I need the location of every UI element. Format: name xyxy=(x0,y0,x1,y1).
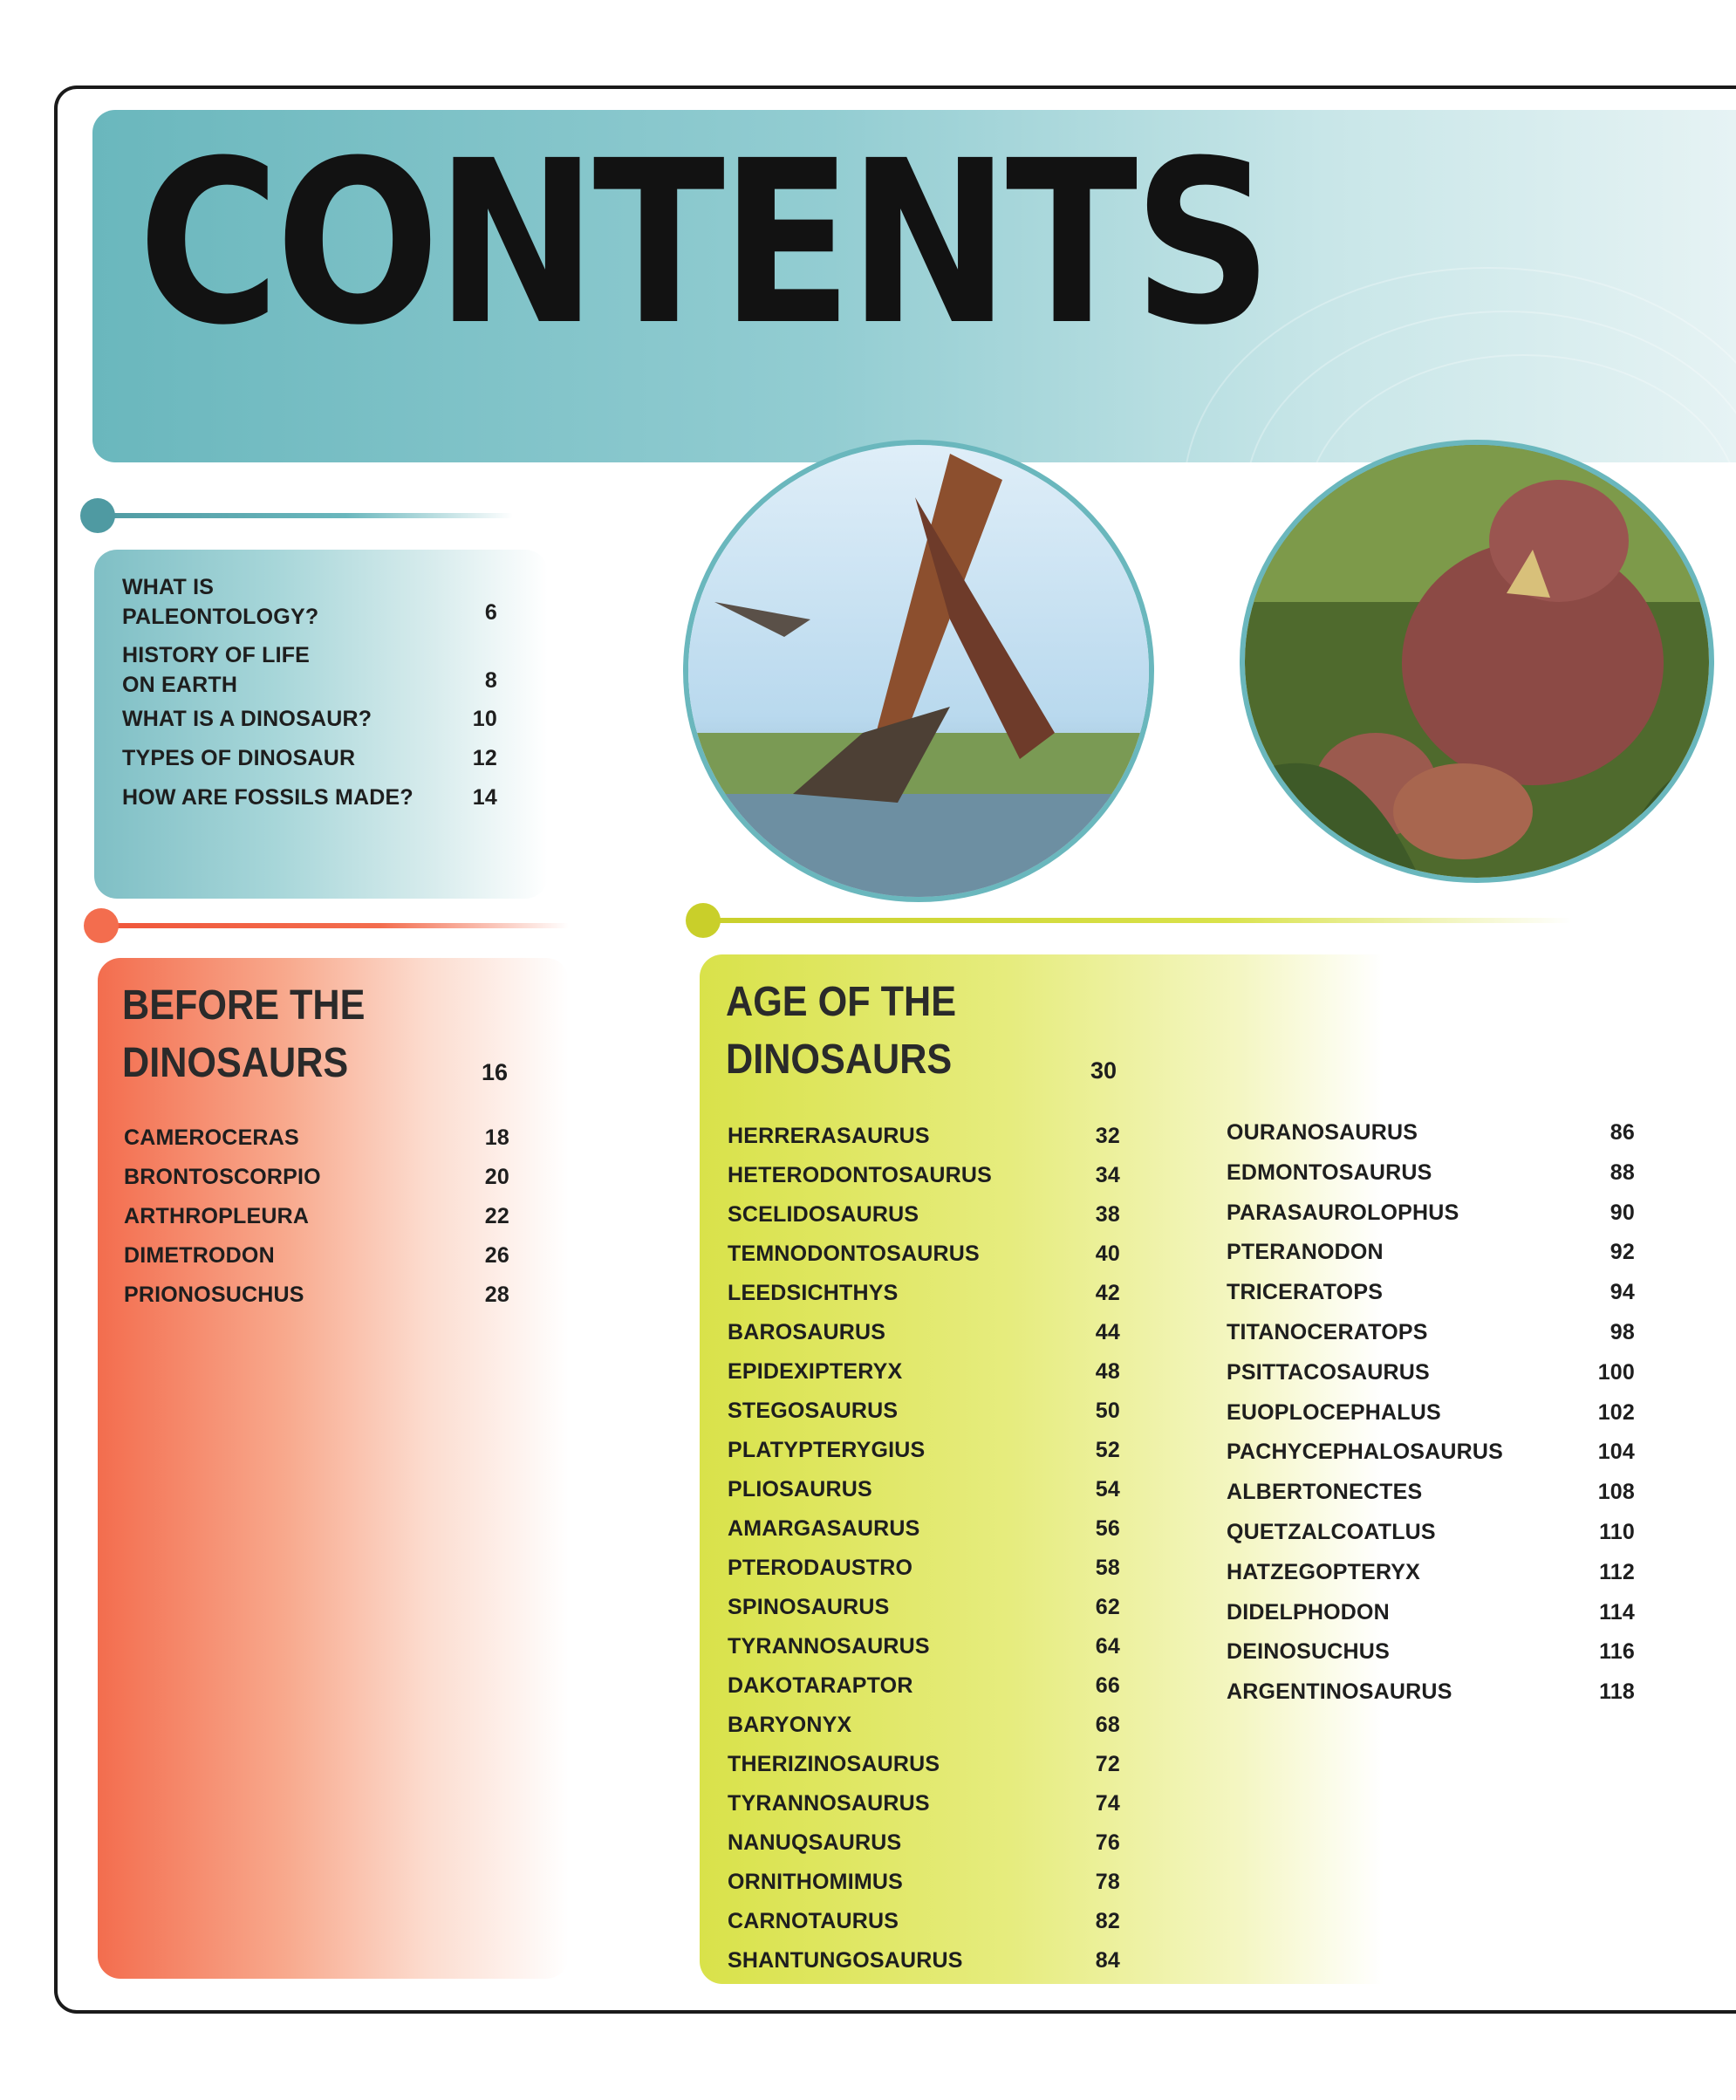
toc-entry-label: HOW ARE FOSSILS MADE? xyxy=(122,785,413,810)
toc-entry-label: CAMEROCERAS xyxy=(124,1125,299,1150)
pterosaur-illustration xyxy=(683,440,1154,902)
toc-entry-label: TYPES OF DINOSAUR xyxy=(122,746,356,770)
before-dinosaurs-section xyxy=(98,958,569,1979)
toc-entry-label: TYRANNOSAURUS xyxy=(728,1791,930,1816)
toc-entry-label-line1: WHAT IS xyxy=(122,575,215,599)
toc-entry-label: LEEDSICHTHYS xyxy=(728,1281,899,1305)
toc-entry-label: PTERANODON xyxy=(1227,1240,1384,1265)
toc-entry-label: DEINOSUCHUS xyxy=(1227,1639,1390,1665)
toc-entry-label: DIDELPHODON xyxy=(1227,1599,1390,1625)
toc-entry-label: PRIONOSUCHUS xyxy=(124,1283,304,1307)
toc-entry-label: TRICERATOPS xyxy=(1227,1280,1384,1305)
toc-entry-label: EPIDEXIPTERYX xyxy=(728,1359,903,1384)
toc-entry-label: PARASAUROLOPHUS xyxy=(1227,1200,1459,1225)
pterosaur-image xyxy=(688,445,1149,897)
toc-entry-label: OURANOSAURUS xyxy=(1227,1120,1418,1145)
intro-connector xyxy=(94,513,513,518)
toc-entry-label: SHANTUNGOSAURUS xyxy=(728,1948,963,1973)
toc-entry-label: BARYONYX xyxy=(728,1713,852,1737)
toc-entry-label: STEGOSAURUS xyxy=(728,1399,899,1423)
age-of-dinosaurs-section xyxy=(700,954,1736,1984)
toc-entry-label: SPINOSAURUS xyxy=(728,1595,890,1619)
toc-entry-label: TEMNODONTOSAURUS xyxy=(728,1242,980,1266)
toc-entry-label: EUOPLOCEPHALUS xyxy=(1227,1399,1441,1425)
toc-entry-label: DIMETRODON xyxy=(124,1243,275,1268)
before-heading-line2: DINOSAURS xyxy=(122,1040,349,1086)
age-connector xyxy=(700,918,1572,923)
age-heading-page: 30 xyxy=(1090,1057,1117,1084)
toc-entry-label: ARTHROPLEURA xyxy=(124,1204,310,1228)
toc-entry-label-line2: PALEONTOLOGY? xyxy=(122,605,319,629)
toc-entry-label: NANUQSAURUS xyxy=(728,1830,902,1855)
psittacosaurus-illustration xyxy=(1240,440,1714,883)
toc-entry-label: QUETZALCOATLUS xyxy=(1227,1520,1436,1544)
toc-entry-label: HERRERASAURUS xyxy=(728,1124,930,1148)
psittacosaurus-image xyxy=(1245,445,1709,878)
before-heading-page: 16 xyxy=(482,1059,509,1085)
toc-entry-label: PTERODAUSTRO xyxy=(728,1556,913,1580)
toc-entry-label-line2: ON EARTH xyxy=(122,673,238,697)
toc-entry-label: SCELIDOSAURUS xyxy=(728,1202,919,1227)
before-connector-dot xyxy=(84,908,119,943)
toc-entry-label: TITANOCERATOPS xyxy=(1227,1320,1428,1344)
page-title: CONTENTS xyxy=(138,113,1268,374)
toc-entry-label: TYRANNOSAURUS xyxy=(728,1634,930,1659)
toc-entry-label: ALBERTONECTES xyxy=(1227,1480,1423,1505)
before-connector xyxy=(98,923,569,928)
toc-entry-label: PLIOSAURUS xyxy=(728,1477,872,1501)
age-connector-dot xyxy=(686,903,721,938)
before-heading-line1: BEFORE THE xyxy=(122,982,366,1029)
toc-entry-label: PSITTACOSAURUS xyxy=(1227,1359,1430,1385)
toc-entry-label: ORNITHOMIMUS xyxy=(728,1870,903,1894)
toc-entry-label: HETERODONTOSAURUS xyxy=(728,1163,992,1187)
toc-entry-label: PLATYPTERYGIUS xyxy=(728,1438,926,1462)
toc-entry-label: WHAT IS A DINOSAUR? xyxy=(122,707,372,731)
toc-entry-label: BRONTOSCORPIO xyxy=(124,1165,321,1189)
toc-entry-label: CARNOTAURUS xyxy=(728,1909,899,1933)
intro-connector-dot xyxy=(80,498,115,533)
toc-entry-label: DAKOTARAPTOR xyxy=(728,1673,913,1698)
toc-entry-label: HATZEGOPTERYX xyxy=(1227,1559,1421,1584)
toc-entry-label: AMARGASAURUS xyxy=(728,1516,920,1541)
toc-entry-label: BAROSAURUS xyxy=(728,1320,886,1344)
toc-entry-label: THERIZINOSAURUS xyxy=(728,1752,940,1776)
age-heading-line1: AGE OF THE xyxy=(726,979,957,1025)
toc-entry-label-line1: HISTORY OF LIFE xyxy=(122,643,311,667)
age-heading-line2: DINOSAURS xyxy=(726,1036,953,1083)
toc-entry-label: EDMONTOSAURUS xyxy=(1227,1159,1432,1185)
toc-entry-label: PACHYCEPHALOSAURUS xyxy=(1227,1440,1504,1465)
toc-entry-label: ARGENTINOSAURUS xyxy=(1227,1679,1452,1705)
